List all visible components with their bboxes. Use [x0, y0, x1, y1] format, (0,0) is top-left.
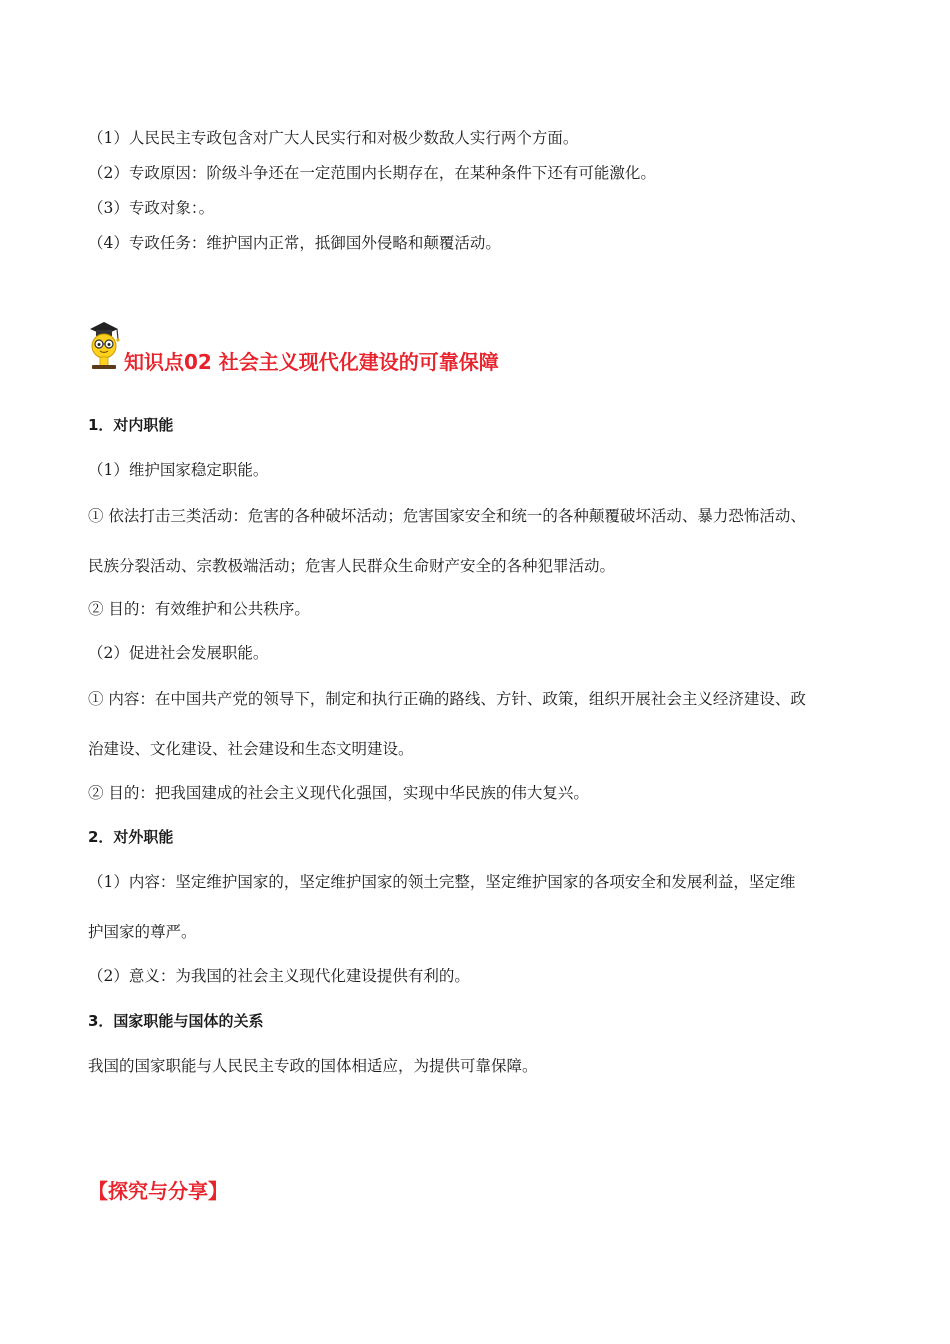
paragraph: （1）内容：坚定维护国家的，坚定维护国家的领土完整，坚定维护国家的各项安全和发展利益，坚定维 — [88, 873, 796, 891]
paragraph: 民族分裂活动、宗教极端活动；危害人民群众生命财产安全的各种犯罪活动。 — [88, 557, 616, 575]
list-item: （4）专政任务：维护国内正常，抵御国外侵略和颠覆活动。 — [88, 234, 501, 252]
paragraph: ① 依法打击三类活动：危害的各种破坏活动；危害国家安全和统一的各种颠覆破坏活动、暴力恐怖活动、 — [88, 507, 806, 525]
paragraph: （2）意义：为我国的社会主义现代化建设提供有利的。 — [88, 967, 470, 985]
paragraph: 我国的国家职能与人民民主专政的国体相适应，为提供可靠保障。 — [88, 1057, 538, 1075]
list-item: （2）专政原因：阶级斗争还在一定范围内长期存在，在某种条件下还有可能激化。 — [88, 164, 656, 182]
section-heading: 3．国家职能与国体的关系 — [88, 1012, 264, 1030]
list-item: （3）专政对象：。 — [88, 199, 215, 217]
paragraph: ② 目的：把我国建成的社会主义现代化强国，实现中华民族的伟大复兴。 — [88, 784, 589, 802]
explore-title: 【探究与分享】 — [88, 1179, 228, 1203]
paragraph: 护国家的尊严。 — [88, 923, 197, 941]
paragraph: 治建设、文化建设、社会建设和生态文明建设。 — [88, 740, 414, 758]
paragraph: （2）促进社会发展职能。 — [88, 644, 269, 662]
paragraph: （1）维护国家稳定职能。 — [88, 461, 269, 479]
scholar-mascot-icon — [86, 320, 122, 374]
section-title: 知识点02 社会主义现代化建设的可靠保障 — [124, 350, 499, 374]
section-heading: 1．对内职能 — [88, 416, 174, 434]
paragraph: ① 内容：在中国共产党的领导下，制定和执行正确的路线、方针、政策，组织开展社会主义经济建设、政 — [88, 690, 806, 708]
knowledge-point-heading — [86, 320, 786, 376]
list-item: （1）人民民主专政包含对广大人民实行和对极少数敌人实行两个方面。 — [88, 129, 579, 147]
paragraph: ② 目的：有效维护和公共秩序。 — [88, 600, 310, 618]
section-heading: 2．对外职能 — [88, 828, 174, 846]
